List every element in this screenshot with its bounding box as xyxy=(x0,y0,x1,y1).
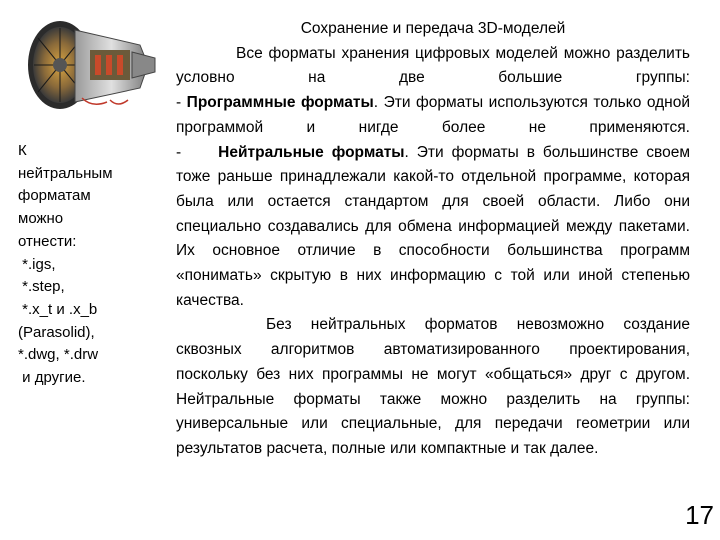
sidebar-line: форматам xyxy=(18,187,91,205)
closing-paragraph: Без нейтральных форматов невозможно создание сквозных алгоритмов автоматизированного проектирования, поскольку без них программы не могут «общаться» друг с другом. Нейтральные форматы также можно разделить на группы: универсальные или специальные, для передачи геометрии или результатов расчета, полные или компактные и так далее. xyxy=(176,316,690,457)
page-title: Сохранение и передача 3D-моделей xyxy=(300,20,566,37)
item-text: . Эти форматы в большинстве своем тоже раньше принадлежали какой-то отдельной программе, которая была или остается стандартом для своей области. Либо они специально создавались для обмена информацией между пакетами. Их основное отличие в способности большинства программ «понимать» скрытую в них информацию с той или иной степенью качества. xyxy=(176,143,690,309)
list-dash: - xyxy=(176,94,187,112)
neutral-formats-sidebar xyxy=(18,140,158,390)
item-text: . Эти форматы используются только одной программой и нигде более не применяются. xyxy=(176,94,690,136)
sidebar-line: *.igs, xyxy=(18,255,56,273)
page-number: 17 xyxy=(685,500,714,530)
intro-paragraph: Все форматы хранения цифровых моделей можно разделить условно на две большие группы: xyxy=(176,44,690,87)
sidebar-line: *.x_t и .x_b xyxy=(18,300,98,318)
sidebar-line: отнести: xyxy=(18,232,77,250)
sidebar-line: *.dwg, *.drw xyxy=(18,346,99,364)
sidebar-line: нейтральным xyxy=(18,164,113,182)
list-item-program-formats xyxy=(176,91,690,140)
sidebar-line: *.step, xyxy=(18,278,65,296)
main-text xyxy=(176,17,690,462)
sidebar-line: К xyxy=(18,142,27,159)
jet-engine-cutaway-icon xyxy=(20,10,160,120)
list-dash: - xyxy=(176,143,182,161)
term-program-formats: Программные форматы xyxy=(186,94,374,112)
list-item-neutral-formats xyxy=(176,141,690,314)
sidebar-line: можно xyxy=(18,210,64,228)
term-neutral-formats: Нейтральные форматы xyxy=(218,143,405,161)
sidebar-line: (Parasolid), xyxy=(18,323,95,341)
sidebar-line: и другие. xyxy=(18,369,86,387)
